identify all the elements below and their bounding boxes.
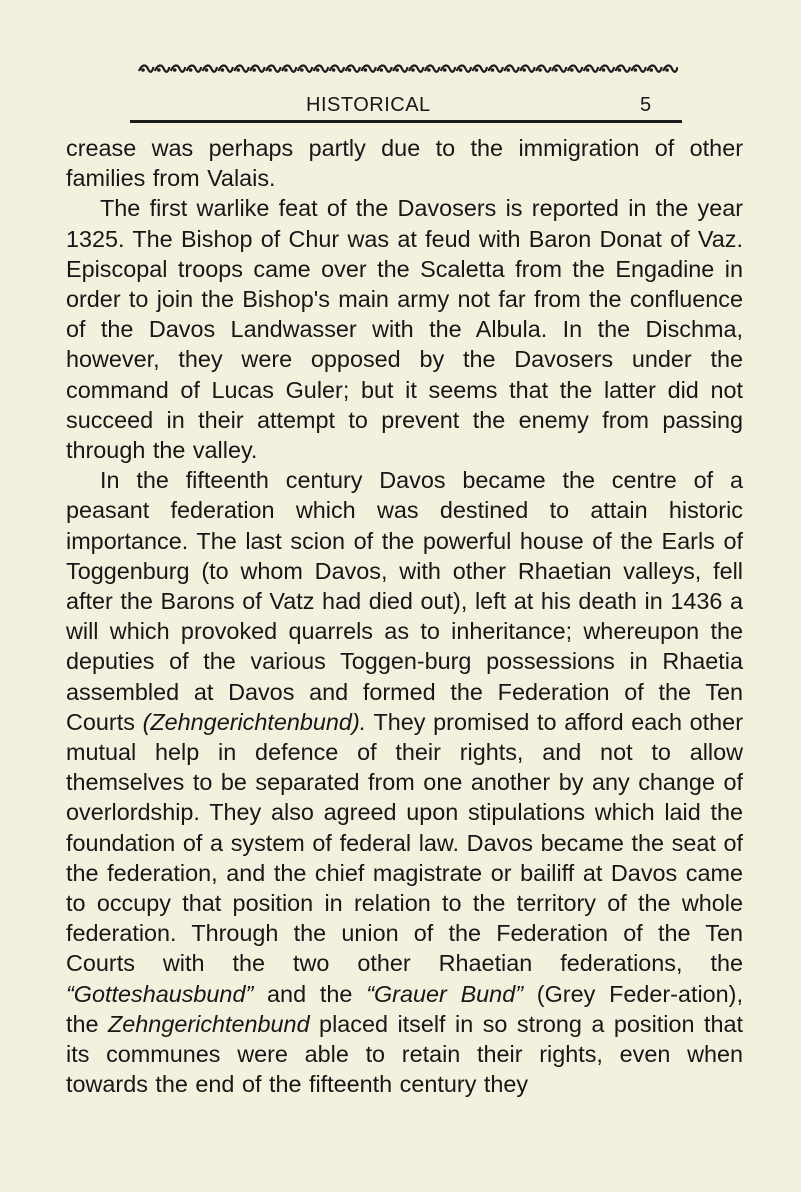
- page-number: 5: [640, 94, 652, 116]
- text-segment: placed itself in so strong a position that its communes were able to retain their rights, even when towards the end of the fifteenth century they: [66, 1010, 744, 1098]
- ornament-motif-icon: [631, 65, 646, 71]
- ornament-motif-icon: [314, 65, 329, 71]
- ornament-motif-icon: [520, 65, 535, 71]
- ornament-motif-icon: [441, 65, 456, 71]
- ornament-motif-icon: [568, 65, 583, 71]
- ornament-motif-icon: [234, 65, 249, 71]
- text-segment: They promised to afford each other mutual help in defence of their rights, and not to allow themselves to be separated from one another by any change of overlordship. They also agreed upon stipulations which laid the foundation of a system of federal law. Davos became the seat of the federation, and the chief magistrate or bailiff at Davos came to occupy that position in relation to the territory of the whole federation. Through the union of the Federation of the Ten Courts with the two other Rhaetian federations, the: [66, 708, 743, 977]
- ornament-motif-icon: [171, 65, 186, 71]
- text-segment: The first warlike feat of the Davosers is reported in the year 1325. The Bishop of Chur was at feud with Baron Donat of Vaz. Episcopal troops came over the Scaletta from the Engadine in order to join the Bishop's main army not far from the confluence of the Davos Landwasser with the Albula. In the Dischma, however, they were opposed by the Davosers under the command of Lucas Guler; but it seems that the latter did not succeed in their attempt to prevent the enemy from passing through the valley.: [66, 195, 743, 464]
- ornament-icon: [138, 62, 678, 76]
- ornament-motif-icon: [330, 65, 345, 71]
- italic-term: “Grauer Bund”: [366, 980, 523, 1007]
- ornament-motif-icon: [647, 65, 662, 71]
- ornament-motif-icon: [187, 65, 202, 71]
- header-rule: [130, 120, 682, 123]
- ornament-motif-icon: [488, 65, 503, 71]
- ornament-motif-icon: [345, 65, 360, 71]
- text-segment: crease was perhaps partly due to the immigration of other families from Valais.: [66, 135, 743, 192]
- running-header: HISTORICAL: [306, 94, 431, 116]
- ornament-motif-icon: [218, 65, 233, 71]
- ornament-motif-icon: [473, 65, 488, 71]
- ornament-motif-icon: [393, 65, 408, 71]
- ornament-motif-icon: [409, 65, 424, 71]
- ornament-band-icon: [138, 62, 678, 76]
- ornament-motif-icon: [298, 65, 313, 71]
- ornament-motif-icon: [552, 65, 567, 71]
- ornament-motif-icon: [457, 65, 472, 71]
- ornament-motif-icon: [377, 65, 392, 71]
- ornament-motif-icon: [203, 65, 218, 71]
- text-segment: and the: [253, 980, 367, 1007]
- ornament-motif-icon: [266, 65, 281, 71]
- ornament-motif-icon: [361, 65, 376, 71]
- ornament-motif-icon: [155, 65, 170, 71]
- ornament-motif-icon: [615, 65, 630, 71]
- paragraph: [66, 465, 743, 1099]
- ornament-motif-icon: [536, 65, 551, 71]
- text-segment: In the fifteenth century Davos became the centre of a peasant federation which was destined to attain historic importance. The last scion of the powerful house of the Earls of Toggenburg (to whom Davos, with other Rhaetian valleys, fell after the Barons of Vatz had died out), left at his death in 1436 a will which provoked quarrels as to inheritance; whereupon the deputies of the various Toggen-burg possessions in Rhaetia assembled at Davos and formed the Federation of the Ten Courts: [66, 467, 743, 735]
- paragraph: [66, 133, 743, 193]
- italic-term: Zehngerichtenbund: [108, 1010, 310, 1037]
- ornament-motif-icon: [139, 65, 154, 71]
- ornament-motif-icon: [282, 65, 297, 71]
- ornament-motif-icon: [600, 65, 615, 71]
- ornament-motif-icon: [584, 65, 599, 71]
- ornament-motif-icon: [250, 65, 264, 71]
- body-text: [66, 133, 743, 1100]
- ornament-motif-icon: [425, 65, 440, 71]
- italic-term: “Gotteshausbund”: [66, 980, 254, 1007]
- ornament-motif-icon: [504, 65, 519, 71]
- paragraph: [66, 193, 743, 465]
- ornament-motif-icon: [663, 65, 678, 71]
- text-segment: (Grey Feder-ation), the: [66, 980, 743, 1037]
- italic-term: (Zehngerichtenbund).: [142, 708, 367, 735]
